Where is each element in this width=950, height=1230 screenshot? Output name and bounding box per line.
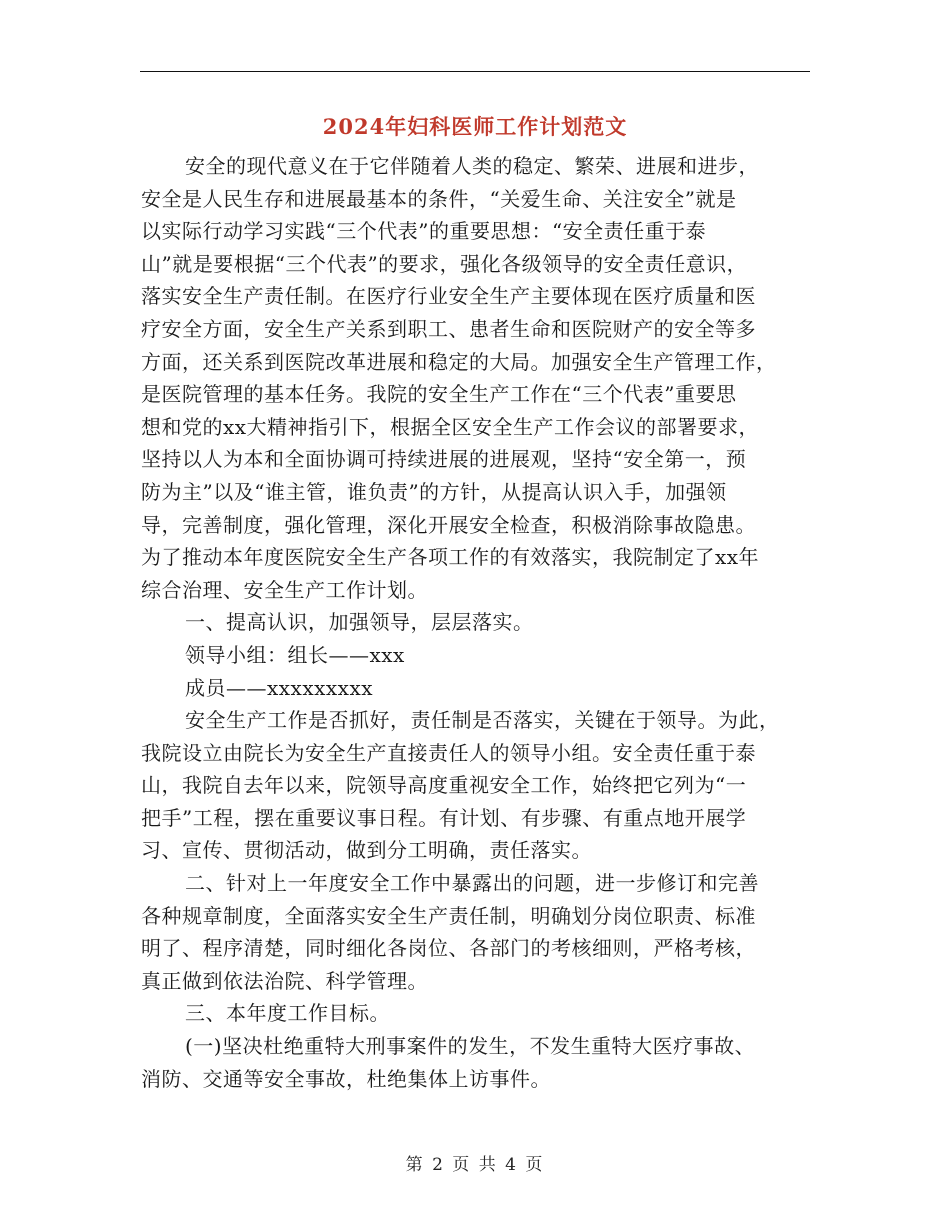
text-line: 成员——xxxxxxxxx [185,675,374,700]
text-line: 消防、交通等安全事故，杜绝集体上访事件。 [141,1066,551,1091]
header-rule [140,71,810,72]
text-line: 各种规章制度，全面落实安全生产责任制，明确划分岗位职责、标准 [141,903,756,928]
text-line: 导，完善制度，强化管理，深化开展安全检查，积极消除事故隐患。 [141,512,756,537]
text-line: 习、宣传、贯彻活动，做到分工明确，责任落实。 [141,838,592,863]
paragraph-responsibility [141,704,811,867]
page-number-footer: 第 2 页 共 4 页 [405,1155,545,1175]
members-line [141,672,811,705]
text-line: 真正做到依法治院、科学管理。 [141,968,428,993]
document-body [141,150,811,1095]
document-title: 2024年妇科医师工作计划范文 [322,114,628,139]
paragraph-intro [141,150,811,606]
text-line: 安全生产工作是否抓好，责任制是否落实，关键在于领导。为此， [185,708,780,733]
text-line: 综合治理、安全生产工作计划。 [141,577,428,602]
text-line: 一、提高认识，加强领导，层层落实。 [185,610,534,635]
section-heading-3 [141,997,811,1030]
goal-item-1 [141,1030,811,1095]
text-line: 安全是人民生存和进展最基本的条件，“关爱生命、关注安全”就是 [141,186,737,211]
text-line: 落实安全生产责任制。在医疗行业安全生产主要体现在医疗质量和医 [141,284,756,309]
text-line: 二、针对上一年度安全工作中暴露出的问题，进一步修订和完善 [185,871,759,896]
section-heading-2 [141,867,811,997]
text-line: 把手”工程，摆在重要议事日程。有计划、有步骤、有重点地开展学 [141,805,747,830]
text-line: 明了、程序清楚，同时细化各岗位、各部门的考核细则，严格考核， [141,936,756,961]
text-line: 防为主”以及“谁主管，谁负责”的方针，从提高认识入手，加强领 [141,479,727,504]
text-line: 三、本年度工作目标。 [185,1001,390,1026]
text-line: 想和党的xx大精神指引下，根据全区安全生产工作会议的部署要求， [141,414,760,439]
text-line: 以实际行动学习实践“三个代表”的重要思想：“安全责任重于泰 [141,219,707,244]
text-line: 疗安全方面，安全生产关系到职工、患者生命和医院财产的安全等多 [141,316,756,341]
text-line: 为了推动本年度医院安全生产各项工作的有效落实，我院制定了xx年 [141,545,760,570]
text-line: 领导小组：组长——xxx [185,642,405,667]
text-line: 是医院管理的基本任务。我院的安全生产工作在“三个代表”重要思 [141,382,737,407]
text-line: 我院设立由院长为安全生产直接责任人的领导小组。安全责任重于泰 [141,740,756,765]
leader-group-line [141,639,811,672]
section-heading-1 [141,606,811,639]
text-line: 安全的现代意义在于它伴随着人类的稳定、繁荣、进展和进步， [185,154,759,178]
text-line: 坚持以人为本和全面协调可持续进展的进展观，坚持“安全第一，预 [141,447,747,472]
text-line: (一)坚决杜绝重特大刑事案件的发生，不发生重特大医疗事故、 [185,1034,756,1059]
text-line: 山，我院自去年以来，院领导高度重视安全工作，始终把它列为“一 [141,773,747,798]
text-line: 方面，还关系到医院改革进展和稳定的大局。加强安全生产管理工作， [141,349,777,374]
text-line: 山”就是要根据“三个代表”的要求，强化各级领导的安全责任意识， [141,251,748,276]
